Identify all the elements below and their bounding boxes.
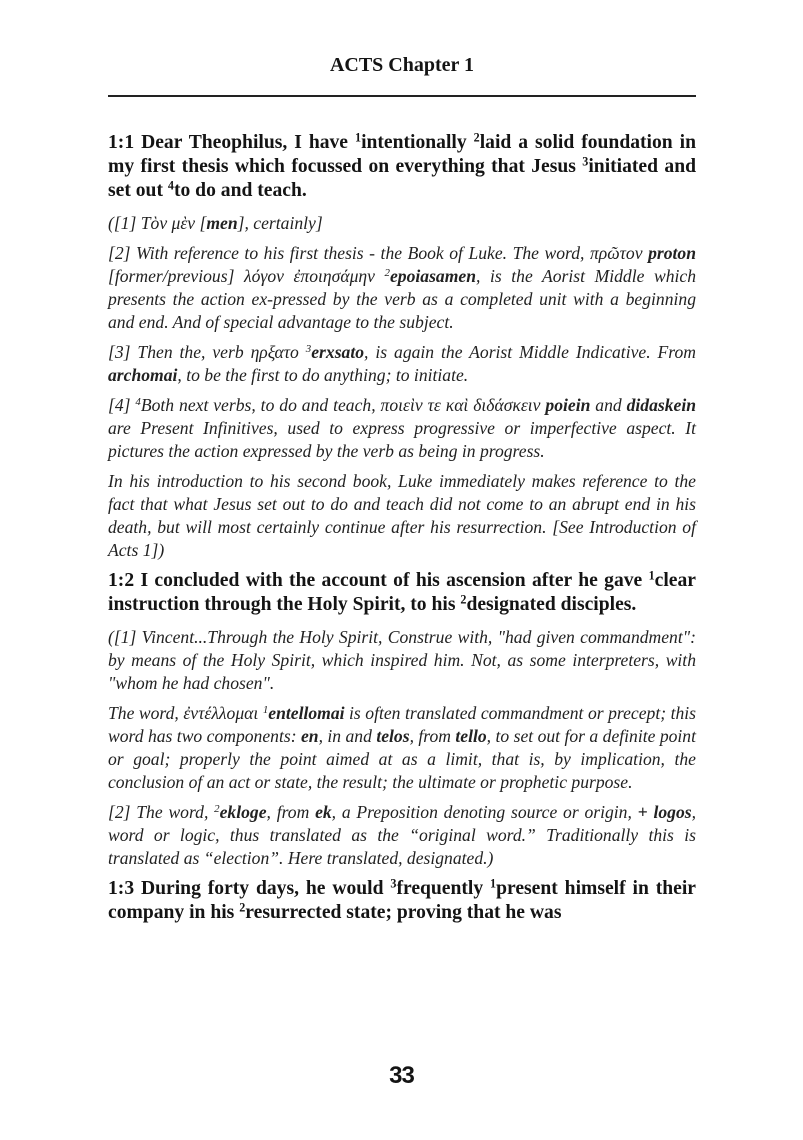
chapter-heading: ACTS Chapter 1 xyxy=(329,54,475,76)
verse-1-2: 1:2 I concluded with the account of his ascension after he gave $^1$clear instruction through the Holy Spirit, to his $^2$designated disciples. xyxy=(108,568,696,615)
footnote-ekloge: [2] The word, $^2$ekloge, from ek, a Preposition denoting source or origin, + logos, word or logic, thus translated as the “original word.” Traditionally this is translated as “election”. Here translated, designated.) xyxy=(108,802,697,868)
page-body xyxy=(108,131,696,934)
commentary-paragraph: In his introduction to his second book, Luke immediately makes reference to the fact that what Jesus set out to do and teach did not come to an abrupt end in his death, but will most certainly continue after his resurrection. [See Introduction of Acts 1]) xyxy=(108,471,696,560)
header-rule xyxy=(108,95,696,97)
verse-1-1: 1:1 Dear Theophilus, I have $^1$intentionally $^2$laid a solid foundation in my first thesis which focussed on everything that Jesus $^3$initiated and set out $^4$to do and teach. xyxy=(108,130,696,201)
verse-1-3: 1:3 During forty days, he would $^3$frequently $^1$present himself in their company in his $^2$resurrected state; proving that he was xyxy=(108,876,696,923)
page-number: 33 xyxy=(389,1062,414,1089)
footnote-entellomai: The word, ἐντέλλομαι $^1$entellomai is often translated commandment or precept; this word has two components: en, in and telos, from tello, to set out for a definite point or goal; properly the point aimed at as a limit, that is, by implication, the conclusion of an act or state, the result; the ultimate or prophetic purpose. xyxy=(108,703,696,792)
footnote-2: [2] With reference to his first thesis - the Book of Luke. The word, πρῶτον proton [former/previous] λόγον ἐποιησάμην $^2$epoiasamen, is the Aorist Middle which presents the action ex-pressed by the verb as a completed unit with a beginning and end. And of special advantage to the subject. xyxy=(108,243,697,332)
footnote-1: ([1] Τὸν μὲν [men], certainly] xyxy=(108,213,323,233)
footnote-4: [4] $^4$Both next verbs, to do and teach, ποιεὶν τε καὶ διδάσκειν poiein and didaskein are Present Infinitives, used to express progressive or imperfective aspect. It pictures the action expressed by the verb as being in progress. xyxy=(108,395,697,461)
footnote-3: [3] Then the, verb ηρξατο $^3$erxsato, is again the Aorist Middle Indicative. From archomai, to be the first to do anything; to initiate. xyxy=(108,342,696,385)
footnote-vincent: ([1] Vincent...Through the Holy Spirit, Construe with, "had given commandment": by means of the Holy Spirit, which inspired him. Not, as some interpreters, with "whom he had chosen". xyxy=(108,627,696,693)
